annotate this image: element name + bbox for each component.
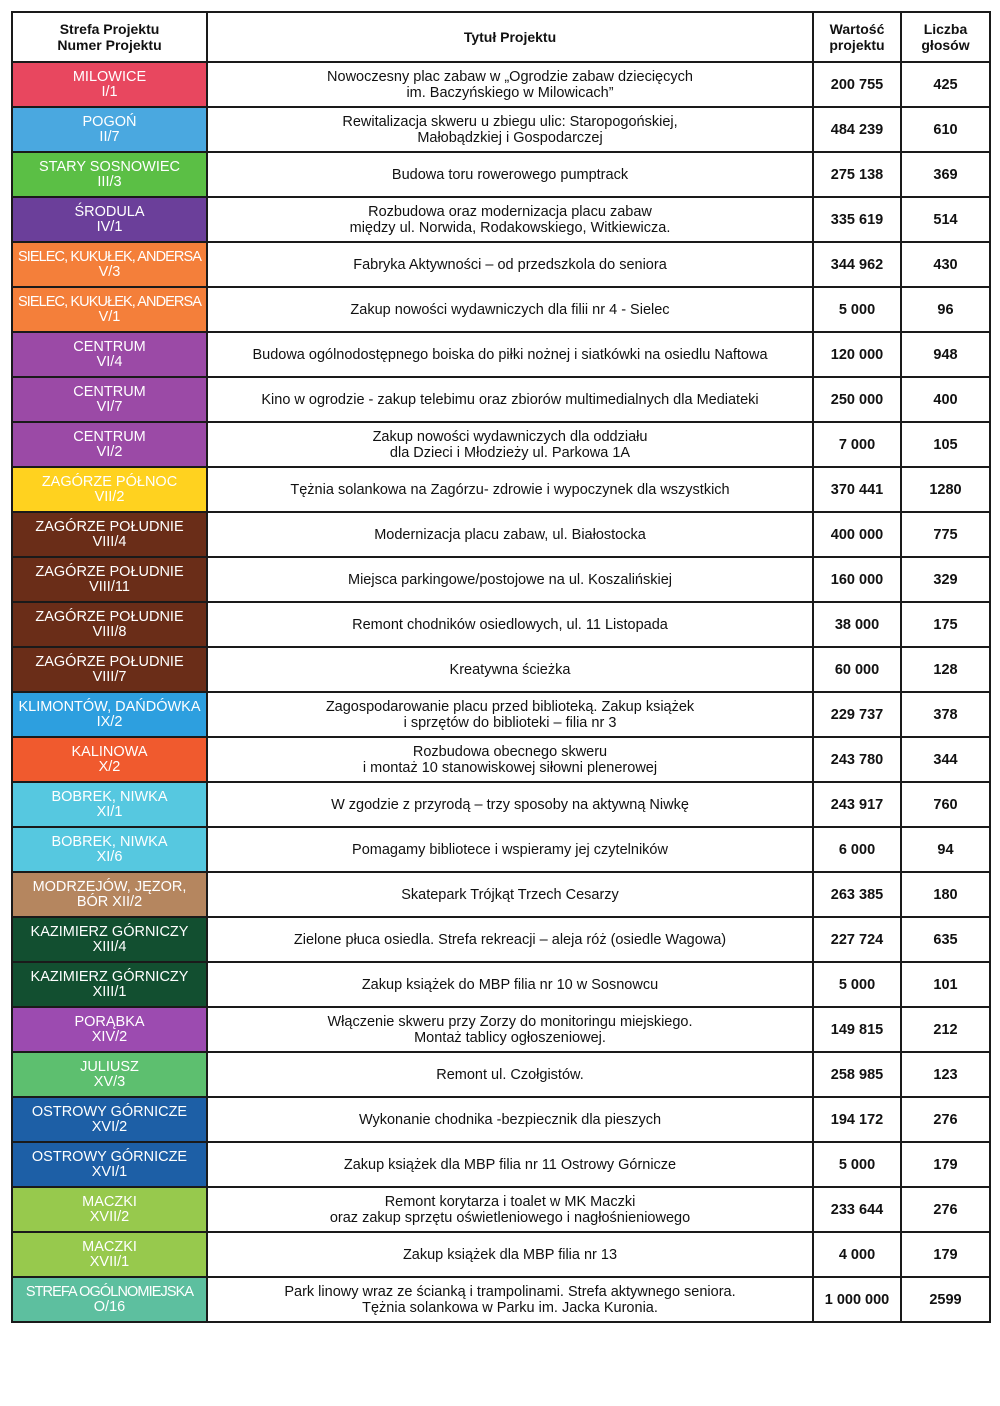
title-cell <box>207 1007 813 1052</box>
zone-cell <box>12 1187 207 1232</box>
zone-name: OSTROWY GÓRNICZE <box>31 1148 188 1165</box>
zone-cell <box>12 1142 207 1187</box>
zone-cell <box>12 917 207 962</box>
table-row <box>12 782 990 827</box>
value-cell: 5 000 <box>813 962 901 1007</box>
project-number: VI/4 <box>96 353 123 370</box>
table-row <box>12 602 990 647</box>
value-cell: 5 000 <box>813 287 901 332</box>
title-cell <box>207 1187 813 1232</box>
project-number: VI/2 <box>96 443 123 460</box>
title-cell <box>207 467 813 512</box>
zone-cell <box>12 1097 207 1142</box>
table-row <box>12 422 990 467</box>
project-number: III/3 <box>97 173 122 190</box>
table-row <box>12 512 990 557</box>
title-line: im. Baczyńskiego w Milowicach” <box>406 84 614 101</box>
value-cell: 275 138 <box>813 152 901 197</box>
zone-cell <box>12 467 207 512</box>
votes-cell: 94 <box>901 827 990 872</box>
zone-name: CENTRUM <box>73 338 146 355</box>
projects-table <box>11 11 991 1323</box>
title-header <box>207 12 813 62</box>
title-line: Zakup książek dla MBP filia nr 11 Ostrowy Górnicze <box>343 1156 677 1173</box>
title-cell <box>207 107 813 152</box>
title-line: Park linowy wraz ze ścianką i trampolinami. Strefa aktywnego seniora. <box>284 1283 736 1300</box>
project-number: XIV/2 <box>91 1028 128 1045</box>
table-row <box>12 1187 990 1232</box>
title-cell <box>207 332 813 377</box>
title-line: Montaż tablicy ogłoszeniowej. <box>414 1029 606 1046</box>
title-cell <box>207 197 813 242</box>
votes-cell: 760 <box>901 782 990 827</box>
title-cell <box>207 1277 813 1322</box>
project-number: VIII/11 <box>89 578 130 595</box>
votes-cell: 180 <box>901 872 990 917</box>
zone-name: MACZKI <box>82 1238 137 1255</box>
value-cell: 1 000 000 <box>813 1277 901 1322</box>
title-line: Zakup nowości wydawniczych dla oddziału <box>372 428 648 445</box>
value-cell: 60 000 <box>813 647 901 692</box>
title-cell <box>207 872 813 917</box>
project-number: XIII/4 <box>92 938 127 955</box>
zone-name: MILOWICE <box>72 68 147 85</box>
zone-cell <box>12 152 207 197</box>
value-cell: 243 917 <box>813 782 901 827</box>
title-line: Zielone płuca osiedla. Strefa rekreacji – aleja róż (osiedle Wagowa) <box>293 931 727 948</box>
value-header <box>813 12 901 62</box>
table-row <box>12 557 990 602</box>
table-row <box>12 197 990 242</box>
value-cell: 7 000 <box>813 422 901 467</box>
project-number: XV/3 <box>93 1073 126 1090</box>
value-cell: 4 000 <box>813 1232 901 1277</box>
value-cell: 258 985 <box>813 1052 901 1097</box>
project-number: XI/1 <box>96 803 123 820</box>
project-number: XVI/2 <box>91 1118 128 1135</box>
zone-header-line1: Strefa Projektu <box>59 21 160 37</box>
votes-cell: 635 <box>901 917 990 962</box>
title-line: Włączenie skweru przy Zorzy do monitoringu miejskiego. <box>327 1013 693 1030</box>
zone-cell <box>12 287 207 332</box>
votes-cell: 179 <box>901 1142 990 1187</box>
votes-cell: 344 <box>901 737 990 782</box>
votes-cell: 610 <box>901 107 990 152</box>
table-row <box>12 1142 990 1187</box>
value-header-line2: projektu <box>829 37 885 53</box>
project-number: XVII/2 <box>89 1208 130 1225</box>
zone-name: KLIMONTÓW, DAŃDÓWKA <box>18 698 201 715</box>
zone-name: CENTRUM <box>73 428 146 445</box>
project-number: O/16 <box>93 1298 126 1315</box>
project-number: I/1 <box>101 83 118 100</box>
title-cell <box>207 737 813 782</box>
votes-cell: 276 <box>901 1097 990 1142</box>
project-number: VIII/8 <box>92 623 127 640</box>
title-cell <box>207 512 813 557</box>
zone-name: MACZKI <box>82 1193 137 1210</box>
zone-name: ZAGÓRZE POŁUDNIE <box>35 518 184 535</box>
table-row <box>12 332 990 377</box>
table-row <box>12 107 990 152</box>
votes-cell: 1280 <box>901 467 990 512</box>
zone-name: POGOŃ <box>82 113 137 130</box>
project-number: XVI/1 <box>91 1163 128 1180</box>
table-row <box>12 1232 990 1277</box>
votes-cell: 105 <box>901 422 990 467</box>
value-cell: 233 644 <box>813 1187 901 1232</box>
zone-cell <box>12 827 207 872</box>
votes-cell: 400 <box>901 377 990 422</box>
zone-cell <box>12 962 207 1007</box>
zone-cell <box>12 647 207 692</box>
votes-header-line2: głosów <box>921 37 970 53</box>
zone-name: CENTRUM <box>73 383 146 400</box>
zone-name: MODRZEJÓW, JĘZOR, <box>32 878 187 895</box>
votes-header-line1: Liczba <box>923 21 968 37</box>
zone-cell <box>12 107 207 152</box>
zone-name: KAZIMIERZ GÓRNICZY <box>30 923 189 940</box>
votes-cell: 948 <box>901 332 990 377</box>
table-row <box>12 872 990 917</box>
value-cell: 229 737 <box>813 692 901 737</box>
title-line: i montaż 10 stanowiskowej siłowni plenerowej <box>362 759 658 776</box>
project-number: V/3 <box>98 263 121 280</box>
title-cell <box>207 1052 813 1097</box>
project-number: IV/1 <box>96 218 123 235</box>
title-cell <box>207 692 813 737</box>
zone-cell <box>12 692 207 737</box>
zone-name: JULIUSZ <box>80 1058 139 1075</box>
project-number: II/7 <box>99 128 120 145</box>
title-line: Miejsca parkingowe/postojowe na ul. Koszalińskiej <box>348 571 672 588</box>
votes-cell: 101 <box>901 962 990 1007</box>
project-number: VII/2 <box>94 488 125 505</box>
zone-cell <box>12 1277 207 1322</box>
zone-name: SIELEC, KUKUŁEK, ANDERSA <box>17 293 202 310</box>
title-line: Zagospodarowanie placu przed biblioteką. Zakup książek <box>325 698 695 715</box>
title-line: Rozbudowa oraz modernizacja placu zabaw <box>368 203 652 220</box>
value-cell: 149 815 <box>813 1007 901 1052</box>
project-number: VIII/4 <box>92 533 127 550</box>
title-line: Kino w ogrodzie - zakup telebimu oraz zbiorów multimedialnych dla Mediateki <box>261 391 759 408</box>
title-line: Rewitalizacja skweru u zbiegu ulic: Staropogońskiej, <box>342 113 678 130</box>
votes-cell: 369 <box>901 152 990 197</box>
table-row <box>12 1097 990 1142</box>
title-line: Małobądzkiej i Gospodarczej <box>417 129 603 146</box>
votes-cell: 2599 <box>901 1277 990 1322</box>
votes-cell: 425 <box>901 62 990 107</box>
value-header-line1: Wartość <box>829 21 885 37</box>
value-cell: 250 000 <box>813 377 901 422</box>
votes-cell: 123 <box>901 1052 990 1097</box>
value-cell: 370 441 <box>813 467 901 512</box>
zone-header-line2: Numer Projektu <box>57 37 162 53</box>
title-line: Remont ul. Czołgistów. <box>436 1066 584 1083</box>
title-line: Pomagamy bibliotece i wspieramy jej czytelników <box>352 841 668 858</box>
title-cell <box>207 647 813 692</box>
title-cell <box>207 287 813 332</box>
votes-cell: 179 <box>901 1232 990 1277</box>
title-line: między ul. Norwida, Rodakowskiego, Witkiewicza. <box>349 219 671 236</box>
title-line: Budowa ogólnodostępnego boiska do piłki nożnej i siatkówki na osiedlu Naftowa <box>252 346 768 363</box>
zone-name: ŚRODULA <box>74 203 145 220</box>
zone-cell <box>12 242 207 287</box>
votes-cell: 430 <box>901 242 990 287</box>
zone-cell <box>12 737 207 782</box>
header-row <box>12 12 990 62</box>
table-row <box>12 287 990 332</box>
project-number: V/1 <box>98 308 121 325</box>
table-row <box>12 962 990 1007</box>
zone-cell <box>12 62 207 107</box>
title-line: Skatepark Trójkąt Trzech Cesarzy <box>401 886 619 903</box>
table-row <box>12 152 990 197</box>
title-line: Fabryka Aktywności – od przedszkola do seniora <box>353 256 667 273</box>
value-cell: 200 755 <box>813 62 901 107</box>
title-line: Modernizacja placu zabaw, ul. Białostocka <box>374 526 646 543</box>
title-cell <box>207 62 813 107</box>
votes-cell: 329 <box>901 557 990 602</box>
value-cell: 344 962 <box>813 242 901 287</box>
zone-name: PORĄBKA <box>74 1013 145 1030</box>
title-cell <box>207 602 813 647</box>
table-row <box>12 242 990 287</box>
zone-cell <box>12 512 207 557</box>
value-cell: 38 000 <box>813 602 901 647</box>
value-cell: 227 724 <box>813 917 901 962</box>
table-row <box>12 647 990 692</box>
title-line: Tężnia solankowa na Zagórzu- zdrowie i wypoczynek dla wszystkich <box>290 481 730 498</box>
table-row <box>12 1007 990 1052</box>
table-row <box>12 917 990 962</box>
zone-cell <box>12 602 207 647</box>
project-number: XI/6 <box>96 848 123 865</box>
votes-cell: 212 <box>901 1007 990 1052</box>
value-cell: 335 619 <box>813 197 901 242</box>
title-line: dla Dzieci i Młodzieży ul. Parkowa 1A <box>389 444 631 461</box>
zone-name: ZAGÓRZE POŁUDNIE <box>35 653 184 670</box>
title-cell <box>207 242 813 287</box>
project-number: VI/7 <box>96 398 123 415</box>
title-line: W zgodzie z przyrodą – trzy sposoby na aktywną Niwkę <box>331 796 689 813</box>
title-line: Kreatywna ścieżka <box>449 661 571 678</box>
zone-name: ZAGÓRZE PÓŁNOC <box>41 473 178 490</box>
zone-name: OSTROWY GÓRNICZE <box>31 1103 188 1120</box>
zone-name: STREFA OGÓLNOMIEJSKA <box>25 1283 194 1300</box>
value-cell: 160 000 <box>813 557 901 602</box>
votes-cell: 378 <box>901 692 990 737</box>
table-row <box>12 692 990 737</box>
zone-cell <box>12 1232 207 1277</box>
zone-name: ZAGÓRZE POŁUDNIE <box>35 563 184 580</box>
zone-cell <box>12 1007 207 1052</box>
title-line: Remont korytarza i toalet w MK Maczki <box>384 1193 636 1210</box>
value-cell: 400 000 <box>813 512 901 557</box>
title-cell <box>207 1232 813 1277</box>
title-line: Zakup książek do MBP filia nr 10 w Sosnowcu <box>361 976 659 993</box>
project-number: XVII/1 <box>89 1253 130 1270</box>
zone-cell <box>12 197 207 242</box>
title-cell <box>207 917 813 962</box>
value-cell: 484 239 <box>813 107 901 152</box>
title-cell <box>207 827 813 872</box>
votes-cell: 276 <box>901 1187 990 1232</box>
zone-name: KAZIMIERZ GÓRNICZY <box>30 968 189 985</box>
title-cell <box>207 557 813 602</box>
title-cell <box>207 782 813 827</box>
project-number: BÓR XII/2 <box>76 893 143 910</box>
zone-cell <box>12 377 207 422</box>
title-cell <box>207 377 813 422</box>
table-row <box>12 737 990 782</box>
table-row <box>12 1052 990 1097</box>
votes-header <box>901 12 990 62</box>
title-line: Wykonanie chodnika -bezpiecznik dla pieszych <box>358 1111 662 1128</box>
value-cell: 263 385 <box>813 872 901 917</box>
zone-name: BOBREK, NIWKA <box>51 788 168 805</box>
votes-cell: 775 <box>901 512 990 557</box>
table-row <box>12 1277 990 1322</box>
title-cell <box>207 152 813 197</box>
zone-name: BOBREK, NIWKA <box>51 833 168 850</box>
project-number: X/2 <box>98 758 121 775</box>
title-line: Remont chodników osiedlowych, ul. 11 Listopada <box>352 616 668 633</box>
title-line: i sprzętów do biblioteki – filia nr 3 <box>403 714 617 731</box>
table-row <box>12 377 990 422</box>
zone-cell <box>12 782 207 827</box>
zone-cell <box>12 557 207 602</box>
votes-cell: 175 <box>901 602 990 647</box>
title-cell <box>207 1142 813 1187</box>
zone-cell <box>12 1052 207 1097</box>
zone-name: STARY SOSNOWIEC <box>39 158 180 175</box>
zone-cell <box>12 422 207 467</box>
value-cell: 243 780 <box>813 737 901 782</box>
value-cell: 6 000 <box>813 827 901 872</box>
zone-cell <box>12 332 207 377</box>
value-cell: 120 000 <box>813 332 901 377</box>
value-cell: 5 000 <box>813 1142 901 1187</box>
project-number: VIII/7 <box>92 668 127 685</box>
title-cell <box>207 422 813 467</box>
title-cell <box>207 1097 813 1142</box>
project-number: XIII/1 <box>92 983 127 1000</box>
votes-cell: 128 <box>901 647 990 692</box>
zone-header <box>12 12 207 62</box>
title-cell <box>207 962 813 1007</box>
title-line: Rozbudowa obecnego skweru <box>412 743 608 760</box>
title-line: Zakup książek dla MBP filia nr 13 <box>402 1246 618 1263</box>
value-cell: 194 172 <box>813 1097 901 1142</box>
zone-name: KALINOWA <box>71 743 148 760</box>
zone-cell <box>12 872 207 917</box>
table-body <box>12 62 990 1322</box>
votes-cell: 514 <box>901 197 990 242</box>
title-line: Nowoczesny plac zabaw w „Ogrodzie zabaw dziecięcych <box>327 68 693 85</box>
table-row <box>12 467 990 512</box>
title-line: Budowa toru rowerowego pumptrack <box>391 166 629 183</box>
title-line: Zakup nowości wydawniczych dla filii nr 4 - Sielec <box>350 301 670 318</box>
title-header-label: Tytuł Projektu <box>463 29 557 45</box>
table-row <box>12 827 990 872</box>
title-line: Tężnia solankowa w Parku im. Jacka Kuronia. <box>362 1299 658 1316</box>
zone-name: SIELEC, KUKUŁEK, ANDERSA <box>17 248 202 265</box>
votes-cell: 96 <box>901 287 990 332</box>
zone-name: ZAGÓRZE POŁUDNIE <box>35 608 184 625</box>
title-line: oraz zakup sprzętu oświetleniowego i nagłośnieniowego <box>329 1209 691 1226</box>
table-row <box>12 62 990 107</box>
project-number: IX/2 <box>96 713 123 730</box>
